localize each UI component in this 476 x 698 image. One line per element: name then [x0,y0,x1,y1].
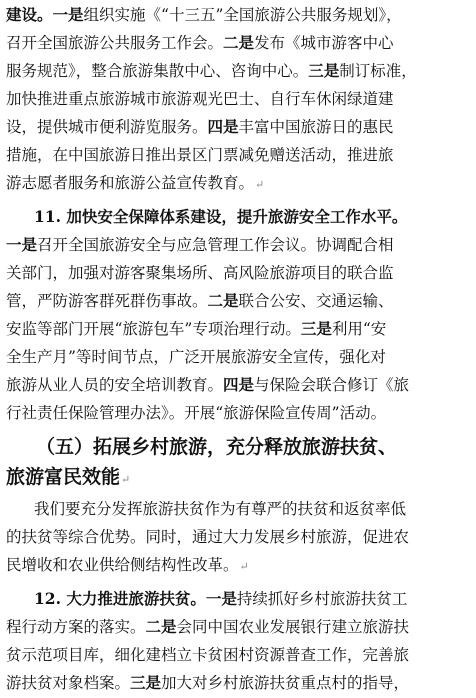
text-run: 持续抓好乡村旅游扶贫工 [236,590,408,608]
text-run: （五）拓展乡村旅游，充分释放旅游扶贫、 [36,436,398,458]
text-run: 服务规范》，整合旅游集散中心、咨询中心。 [6,62,309,80]
text-run: 游志愿者服务和旅游公益宣传教育。 [6,174,255,192]
text-run: 贫示范项目库，细化建档立卡贫困村资源普查工作，完善旅 [6,646,410,664]
text-line [34,496,406,522]
text-run: 组织实施《“十三五”全国旅游公共服务规划》， [83,6,402,24]
text-run: 三是 [130,673,162,692]
paragraph-mark: ↵ [255,178,265,191]
text-line [6,58,417,84]
text-line [6,316,386,342]
text-run: 安监等部门开展“旅游包车”专项治理行动。 [6,320,301,338]
text-run: 行社责任保险管理办法》。开展“旅游保险宣传周”活动。 [6,404,387,422]
text-run: 召开全国旅游公共服务工作会。 [6,34,224,52]
text-run: 二是 [207,291,239,310]
text-line [6,142,394,168]
text-run: 三是 [308,61,340,80]
text-line [6,114,394,140]
text-run: 与保险会联合修订《旅 [254,376,410,394]
text-run: 召开全国旅游安全与应急管理工作会议。协调配合相 [37,236,394,254]
section-heading: 11. 加快安全保障体系建设，提升旅游安全工作水平。 [34,207,408,226]
paragraph-mark: ↵ [121,473,131,486]
text-run: 四是 [223,375,255,394]
text-line [6,288,394,314]
text-line [6,170,264,196]
text-line [6,344,386,370]
text-run: 会同中国农业发展银行建立旅游扶 [176,618,410,636]
text-run: 联合公安、交通运输、 [238,292,394,310]
text-line [6,2,402,28]
text-run: 制订标准， [339,62,417,80]
text-run: 程行动方案的落实。 [6,618,146,636]
text-run: 二是 [223,33,255,52]
text-run: 我们要充分发挥旅游扶贫作为有尊严的扶贫和返贫率低 [34,500,407,518]
text-line [6,400,386,426]
text-line [6,86,394,112]
text-line [6,670,409,696]
text-run: 一是 [205,589,237,608]
text-run: 管，严防游客群死群伤事故。 [6,292,208,310]
text-run: 一是 [52,5,84,24]
text-run: 加快推进重点旅游城市旅游观光巴士、自行车休闲绿道建 [6,90,394,108]
text-line [6,642,409,668]
text-run: 发布《城市游客中心 [254,34,394,52]
text-run: 12. 大力推进旅游扶贫。 [34,589,206,608]
text-line [6,524,409,550]
text-run: 建设。 [6,5,53,24]
text-line [6,552,249,578]
text-run: 措施，在中国旅游日推出景区门票减免赠送活动，推进旅 [6,146,394,164]
text-run: 利用“安 [331,320,387,338]
text-line [34,204,407,230]
text-run: 加大对乡村旅游扶贫重点村的指导， [161,674,410,692]
text-run: 全生产月”等时间节点，广泛开展旅游安全宣传，强化对 [6,348,386,366]
text-run: 四是 [207,117,239,136]
paragraph-mark: ↵ [239,560,249,573]
section-heading [36,432,397,462]
text-run: 设，提供城市便利游览服务。 [6,118,208,136]
text-run: 的扶贫等综合优势。同时，通过大力发展乡村旅游，促进农 [6,528,410,546]
text-run: 二是 [145,617,177,636]
text-run: 丰富中国旅游日的惠民 [238,118,394,136]
text-run: 一是 [6,235,38,254]
text-line [6,614,409,640]
text-run: 游扶贫对象档案。 [6,674,131,692]
text-line [6,30,394,56]
text-run: 关部门，加强对游客聚集场所、高风险旅游项目的联合监 [6,264,394,282]
text-run: 三是 [300,319,332,338]
text-line [6,232,394,258]
text-line [34,586,407,612]
text-run: 旅游从业人员的安全培训教育。 [6,376,224,394]
text-line [6,260,394,286]
text-line [6,372,409,398]
section-heading [6,462,130,492]
text-run: 民增收和农业供给侧结构性改革。 [6,556,239,574]
text-run: 旅游富民效能 [6,466,121,488]
